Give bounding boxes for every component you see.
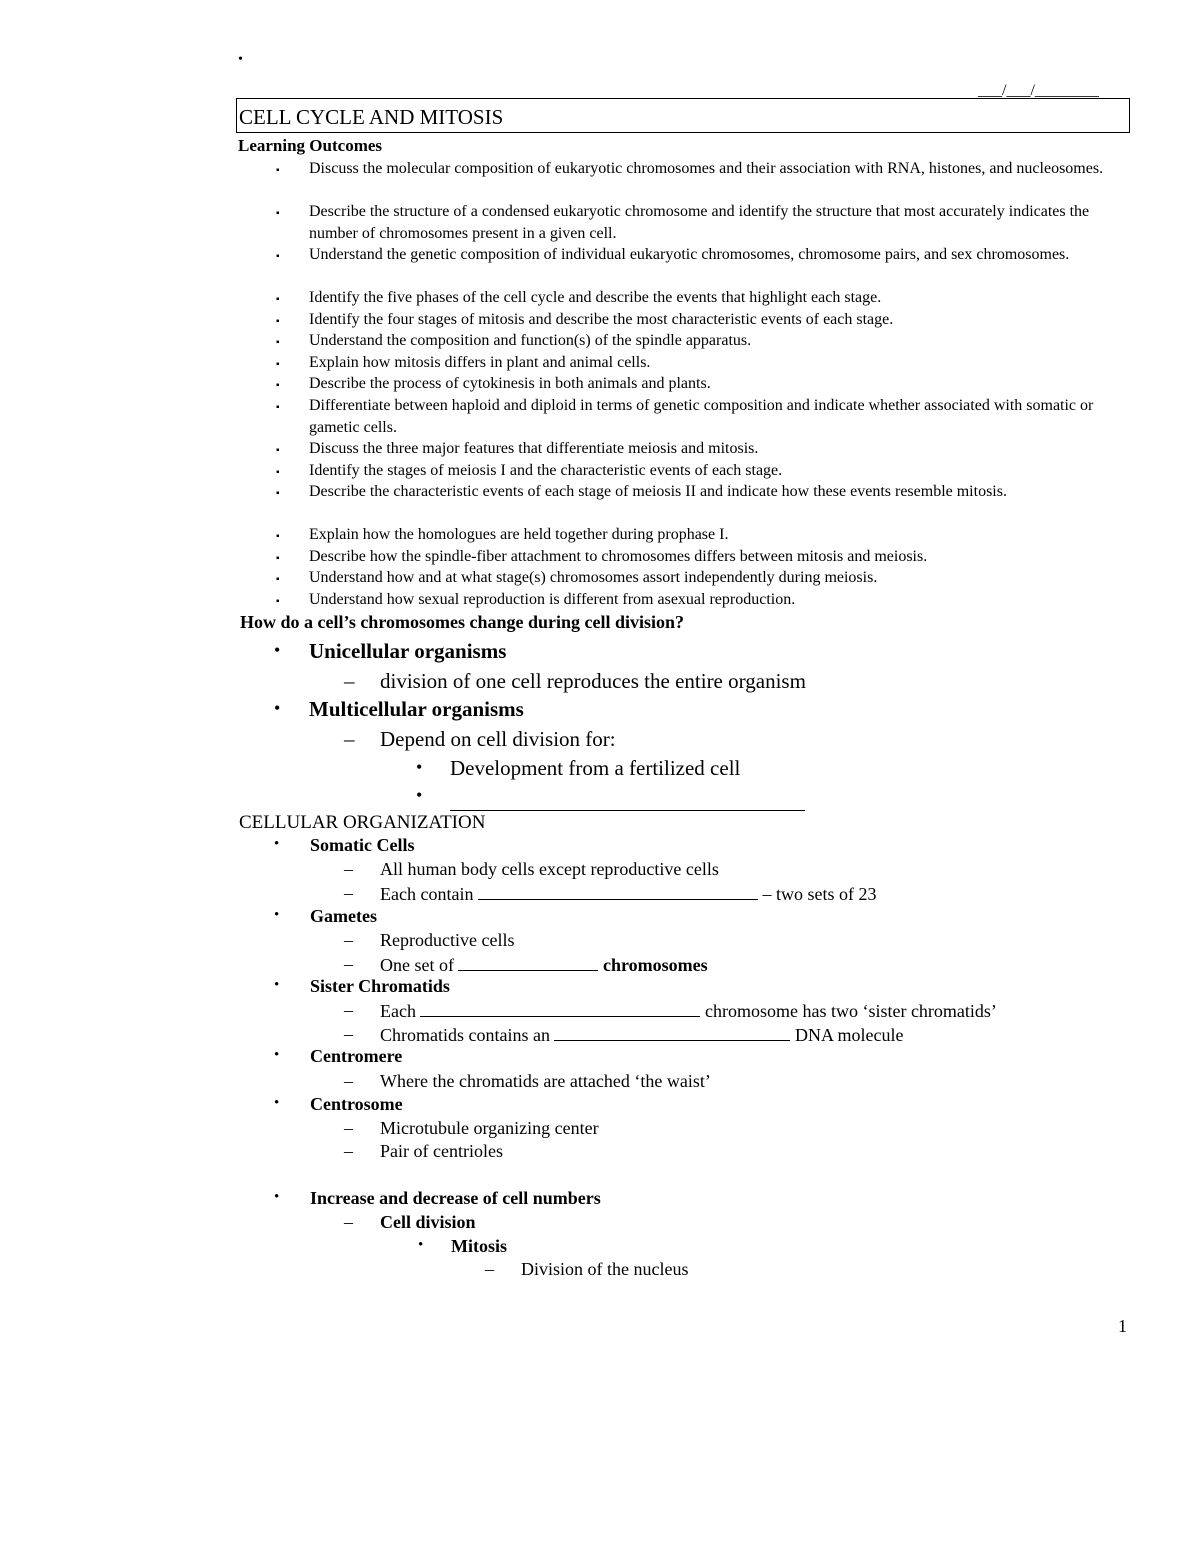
learning-outcome-item: Understand how and at what stage(s) chromosomes assort independently during meiosis. [309,569,878,586]
fill-in-blank [554,1024,790,1041]
bullet: • [416,785,423,805]
dash: – [344,1118,353,1138]
bullet: • [274,1047,280,1063]
sister-desc-2a: Chromatids contains an [380,1025,550,1045]
unicellular-desc: division of one cell reproduces the entire organism [380,669,806,693]
somatic-desc-2 [380,883,876,905]
gametes-desc-2a: One set of [380,955,454,975]
page-number: 1 [1118,1316,1127,1336]
bullet: • [274,1189,280,1205]
learning-outcome-bullet: ▪ [276,251,280,262]
dash: – [344,954,353,974]
sister-desc-2 [380,1024,903,1046]
learning-outcome-item: Describe the process of cytokinesis in both animals and plants. [309,375,711,392]
bullet: • [274,1095,280,1111]
sister-desc-1b: chromosome has two ‘sister chromatids’ [704,1001,997,1021]
learning-outcome-bullet: ▪ [276,294,280,305]
learning-outcome-item: Describe the characteristic events of each stage of meiosis II and indicate how these events resemble mitosis. [309,483,1007,500]
learning-outcome-item: Describe the structure of a condensed eukaryotic chromosome and identify the structure that most accurately indicates the number of chromosomes present in a given cell. [309,203,1090,242]
fill-in-blank [420,1000,700,1017]
learning-outcome-bullet: ▪ [276,402,280,413]
dash: – [344,1212,353,1232]
learning-outcome-bullet: ▪ [276,488,280,499]
dash: – [344,1000,353,1020]
dash: – [344,1141,353,1161]
learning-outcome-bullet: ▪ [276,574,280,585]
increase-decrease-label: Increase and decrease of cell numbers [310,1188,601,1208]
learning-outcome-item: Identify the five phases of the cell cycle and describe the events that highlight each stage. [309,289,882,306]
somatic-cells-label: Somatic Cells [310,835,415,855]
learning-outcome-bullet: ▪ [276,337,280,348]
dash: – [344,930,353,950]
learning-outcome-bullet: ▪ [276,208,280,219]
learning-outcome-item: Identify the four stages of mitosis and describe the most characteristic events of each stage. [309,311,894,328]
learning-outcome-bullet: ▪ [276,380,280,391]
bullet: • [274,977,280,993]
dash: – [344,669,355,693]
header-mark: • [238,52,243,67]
learning-outcome-item: Understand how sexual reproduction is different from asexual reproduction. [309,591,796,608]
bullet: • [274,907,280,923]
multicellular-label: Multicellular organisms [309,697,524,721]
centrosome-desc-2: Pair of centrioles [380,1141,503,1161]
centrosome-label: Centrosome [310,1094,403,1114]
dash: – [344,859,353,879]
gametes-label: Gametes [310,906,377,926]
learning-outcome-item: Identify the stages of meiosis I and the characteristic events of each stage. [309,462,783,479]
date-line: ___/___/________ [978,82,1099,99]
dash: – [344,883,353,903]
dash: – [344,727,355,751]
learning-outcome-item: Discuss the molecular composition of eukaryotic chromosomes and their association with RNA, histones, and nucleosomes. [309,160,1104,177]
sister-chromatids-label: Sister Chromatids [310,976,450,996]
dash: – [344,1071,353,1091]
unicellular-label: Unicellular organisms [309,639,507,663]
bullet: • [274,640,281,660]
gametes-desc-2b: chromosomes [602,955,708,975]
learning-outcome-item: Describe how the spindle-fiber attachment to chromosomes differs between mitosis and meiosis. [309,548,928,565]
page-title: CELL CYCLE AND MITOSIS [239,105,504,129]
mitosis-label: Mitosis [451,1236,507,1256]
somatic-desc-2b: – two sets of 23 [762,884,877,904]
sister-desc-1 [380,1000,997,1022]
learning-outcome-bullet: ▪ [276,445,280,456]
cellular-organization-heading: CELLULAR ORGANIZATION [239,812,486,833]
bullet: • [274,698,281,718]
sister-desc-1a: Each [380,1001,416,1021]
bullet: • [418,1237,424,1253]
centromere-desc: Where the chromatids are attached ‘the waist’ [380,1071,711,1091]
dash: – [485,1259,494,1279]
multicellular-desc: Depend on cell division for: [380,727,616,751]
fill-in-blank [458,954,598,971]
learning-outcome-bullet: ▪ [276,316,280,327]
sister-desc-2b: DNA molecule [794,1025,904,1045]
learning-outcome-bullet: ▪ [276,596,280,607]
development-item: Development from a fertilized cell [450,756,741,780]
dash: – [344,1024,353,1044]
bullet: • [274,836,280,852]
gametes-desc-2 [380,954,708,976]
learning-outcome-bullet: ▪ [276,359,280,370]
learning-outcome-item: Differentiate between haploid and diploid in terms of genetic composition and indicate whether associated with somatic or gametic cells. [309,397,1094,436]
learning-outcome-bullet: ▪ [276,165,280,176]
question-heading: How do a cell’s chromosomes change during cell division? [240,612,685,632]
fill-in-blank [478,883,758,900]
bullet: • [416,757,423,777]
learning-outcome-item: Explain how mitosis differs in plant and animal cells. [309,354,651,371]
learning-outcome-bullet: ▪ [276,531,280,542]
learning-outcome-item: Discuss the three major features that differentiate meiosis and mitosis. [309,440,759,457]
learning-outcome-bullet: ▪ [276,553,280,564]
centrosome-desc-1: Microtubule organizing center [380,1118,599,1138]
somatic-desc-1: All human body cells except reproductive cells [380,859,719,879]
learning-outcome-item: Understand the composition and function(s) of the spindle apparatus. [309,332,752,349]
gametes-desc-1: Reproductive cells [380,930,515,950]
mitosis-desc: Division of the nucleus [521,1259,689,1279]
title-box [236,98,1130,133]
cell-division-label: Cell division [380,1212,476,1232]
learning-outcome-item: Understand the genetic composition of individual eukaryotic chromosomes, chromosome pairs, and sex chromosomes. [309,246,1070,263]
learning-outcomes-heading: Learning Outcomes [238,136,383,155]
somatic-desc-2a: Each contain [380,884,474,904]
learning-outcome-bullet: ▪ [276,467,280,478]
centromere-label: Centromere [310,1046,403,1066]
learning-outcome-item: Explain how the homologues are held together during prophase I. [309,526,729,543]
fill-in-blank [450,810,805,811]
